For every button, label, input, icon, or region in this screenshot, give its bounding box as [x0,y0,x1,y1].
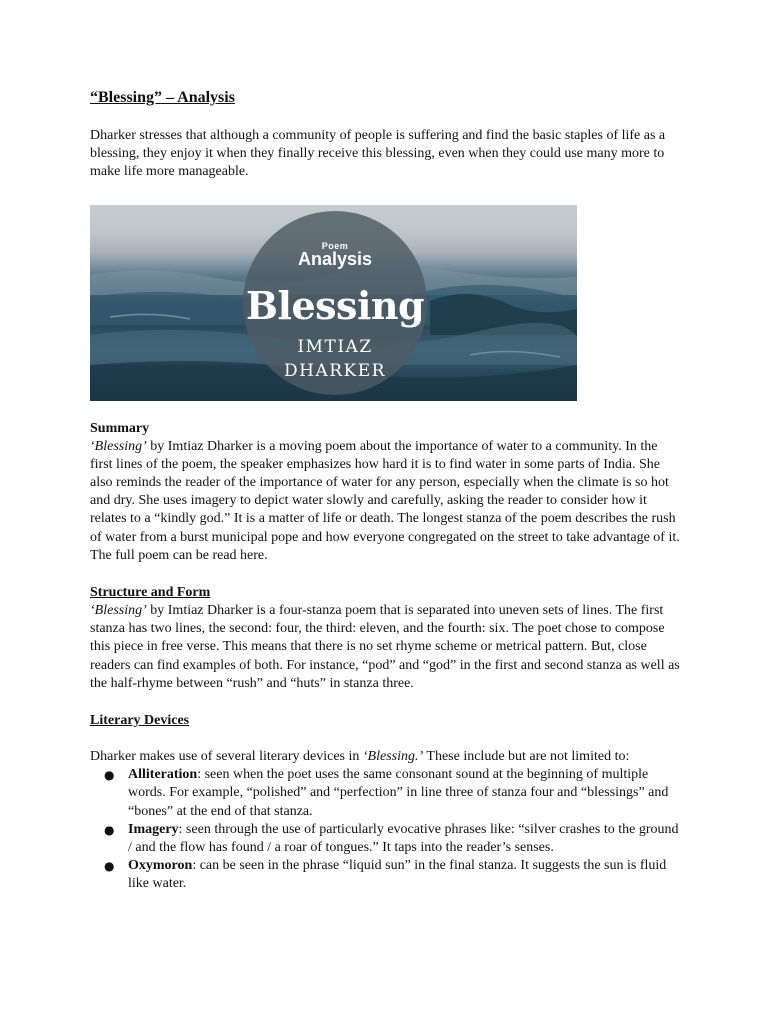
summary-section [90,420,680,565]
brand-logo: Analysis [297,248,373,269]
bullet-icon: ● [104,822,115,837]
devices-heading: Literary Devices [90,713,190,729]
list-item-oxymoron [104,857,680,893]
document-page [90,88,680,894]
structure-heading: Structure and Form [90,585,211,601]
full-poem-line: The full poem can be read here. [90,547,268,563]
devices-intro-text: Dharker makes use of several literary devices in [90,749,363,765]
bullet-icon: ● [104,859,115,874]
devices-list [90,766,680,893]
device-term: Imagery [128,821,179,837]
list-item-alliteration [104,766,680,821]
poem-title-italic: ‘Blessing’ [90,603,147,619]
hero-banner-image [90,205,577,401]
summary-heading: Summary [90,420,150,436]
structure-body: by Imtiaz Dharker is a four-stanza poem that is separated into uneven sets of lines. The first stanza has two lines, the second: four, the third: eleven, and the fourth: six. The poet chose to compose this piece in free verse. This means that there is no set rhyme scheme or metrical pattern. But, close readers can find examples of both. For instance, “pod” and “god” in the first and second stanza as well as the half-rhyme between “rush” and “huts” in stanza three. [90,603,680,691]
structure-section [90,584,680,693]
summary-paragraph [90,438,680,547]
device-description: : seen through the use of particularly evocative phrases like: “silver crashes to the ground / and the flow has found / a roar of tongues.” It taps into the reader’s senses. [128,821,679,856]
device-description: : can be seen in the phrase “liquid sun” in the final stanza. It suggests the sun is fluid like water. [128,858,667,892]
poem-title-italic: ‘Blessing.’ [362,749,424,765]
intro-paragraph: Dharker stresses that although a community of people is suffering and find the basic staples of life as a blessing, they enjoy it when they finally receive this blessing, even when they could use many more to make life more manageable. [90,128,666,180]
device-description: : seen when the poet uses the same consonant sound at the beginning of multiple words. For example, “polished” and “perfection” in line three of stanza four and “blessings” and “bones” at the end of that stanza. [128,767,669,819]
hero-author-last: DHARKER [284,360,386,381]
devices-section [90,712,680,894]
hero-author-first: IMTIAZ [297,336,373,357]
device-term: Oxymoron [128,858,193,874]
devices-intro-tail: These include but are not limited to: [423,749,630,765]
summary-body: by Imtiaz Dharker is a moving poem about the importance of water to a community. In the first lines of the poem, the speaker emphasizes how hard it is to find water in some parts of India. She also reminds the reader of the importance of water for any person, especially when the climate is so hot and dry. She uses imagery to depict water slowly and carefully, asking the reader to consider how it relates to a “kindly god.” It is a matter of life or death. The longest stanza of the poem describes the rush of water from a burst municipal pope and how everyone congregated on the street to take advantage of it. [90,438,680,545]
hero-author [243,335,427,383]
structure-paragraph [90,602,680,693]
page-title: “Blessing” – Analysis [90,89,235,106]
hero-poem-title: Blessing [245,282,425,328]
brand-logo-small: Poem [321,240,349,251]
device-term: Alliteration [128,767,198,783]
poem-analysis-badge [243,211,427,395]
list-item-imagery [104,821,680,857]
bullet-icon: ● [104,768,115,783]
devices-intro [90,748,680,766]
poem-title-italic: ‘Blessing’ [90,438,147,454]
